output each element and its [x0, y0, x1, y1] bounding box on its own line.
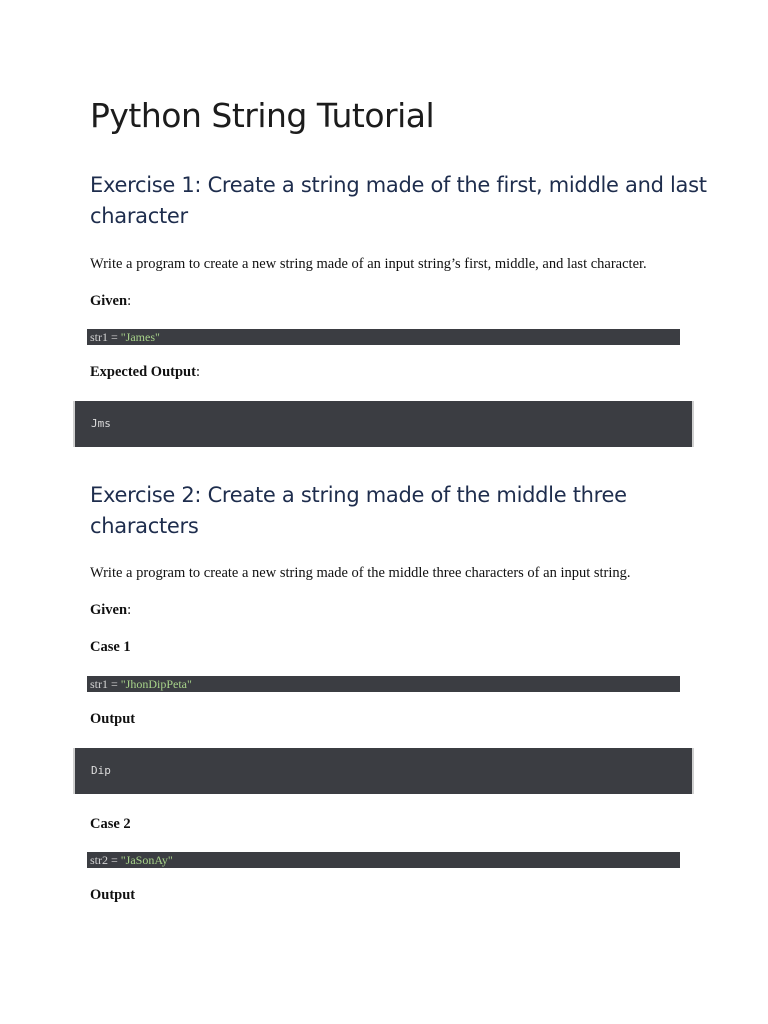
expected-output-label-text: Expected Output [90, 364, 196, 380]
case-2-label [90, 816, 131, 833]
code-string-literal: "JaSonAy" [120, 853, 173, 867]
code-variable: str1 = [90, 677, 121, 691]
code-string-literal: "James" [120, 330, 160, 344]
code-variable: str2 = [90, 853, 121, 867]
exercise-1-output-block: Jms [73, 401, 694, 447]
exercise-2-given-label: Given: [90, 602, 132, 618]
code-string-literal: "JhonDipPeta" [120, 677, 192, 691]
case-1-label [90, 639, 131, 656]
exercise-1-expected-output-label: Expected Output: [90, 364, 200, 380]
given-label-text: Given [90, 293, 128, 309]
case-1-code-strip [87, 676, 680, 692]
given-label-text: Given [90, 602, 128, 618]
case-1-label-text: Case 1 [90, 639, 131, 655]
case-2-label-text: Case 2 [90, 816, 131, 832]
page-title: Python String Tutorial [90, 96, 435, 135]
case-2-output-label [90, 887, 135, 904]
exercise-2-heading: Exercise 2: Create a string made of the middle three characters [90, 483, 627, 538]
exercise-1-code-strip [87, 329, 680, 345]
case-1-output-label [90, 711, 135, 728]
code-variable: str1 = [90, 330, 121, 344]
case-2-code-strip [87, 852, 680, 868]
case-1-output-block: Dip [73, 748, 694, 794]
output-label-text: Output [90, 711, 136, 727]
exercise-1-heading: Exercise 1: Create a string made of the first, middle and last character [90, 173, 707, 228]
exercise-2-description: Write a program to create a new string made of the middle three characters of an input string. [90, 565, 631, 581]
exercise-1-description: Write a program to create a new string made of an input string’s first, middle, and last character. [90, 256, 647, 272]
output-label-text: Output [90, 887, 136, 903]
exercise-1-given-label: Given: [90, 293, 132, 309]
